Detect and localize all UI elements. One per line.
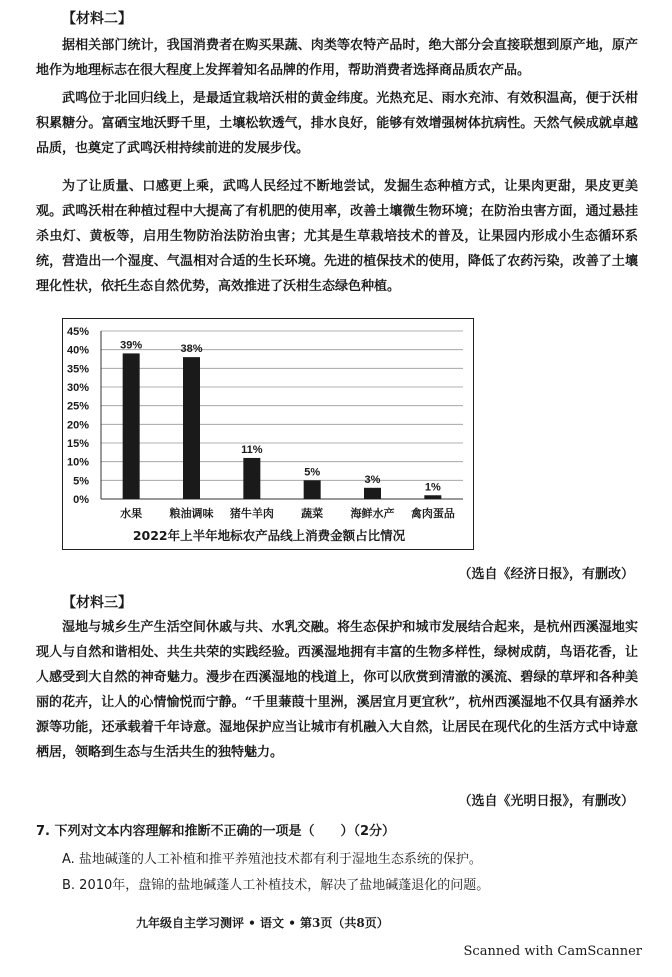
page-footer: 九年级自主学习测评 • 语文 • 第3页（共8页） bbox=[136, 916, 389, 930]
y-tick-label: 45% bbox=[66, 326, 89, 338]
data-label: 38% bbox=[180, 343, 203, 356]
y-tick-label: 25% bbox=[66, 400, 89, 413]
y-tick-label: 40% bbox=[66, 344, 89, 357]
data-label: 11% bbox=[241, 443, 263, 456]
material3-source: （选自《光明日报》，有删改） bbox=[458, 794, 634, 809]
bar-chart bbox=[62, 318, 474, 550]
bar bbox=[123, 353, 140, 499]
y-tick-label: 0% bbox=[73, 494, 89, 506]
scanner-watermark: Scanned with CamScanner bbox=[463, 944, 642, 959]
x-tick-label: 水果 bbox=[120, 507, 143, 520]
y-tick-label: 10% bbox=[66, 456, 89, 469]
bar-chart-svg bbox=[63, 319, 475, 551]
x-tick-label: 猪牛羊肉 bbox=[229, 507, 274, 520]
y-tick-label: 5% bbox=[73, 475, 89, 488]
question-stem: 7. 下列对文本内容理解和推断不正确的一项是（ ）（2分） bbox=[36, 824, 396, 839]
material2-source: （选自《经济日报》，有删改） bbox=[458, 567, 634, 582]
y-tick-label: 35% bbox=[66, 363, 89, 376]
material2-paragraph: 为了让质量、口感更上乘，武鸣人民经过不断地尝试，发掘生态种植方式，让果肉更甜，果皮更美观。武鸣沃柑在种植过程中大提高了有机肥的使用率，改善土壤微生物环境；在防治虫害方面，通过悬挂杀虫灯、黄板等，启用生物防治法防治虫害；尤其是生草栽培技术的普及，让果园内形成小生态循环系统，营造出一个湿度、气温相对合适的生长环境。先进的植保技术的使用，降低了农药污染，改善了土壤理化性状，依托生态自然优势，高效推进了沃柑生态绿色种植。 bbox=[36, 179, 638, 294]
y-tick-label: 30% bbox=[66, 382, 89, 394]
data-label: 5% bbox=[304, 466, 321, 479]
material2-paragraph: 武鸣位于北回归线上，是最适宜栽培沃柑的黄金纬度。光热充足、雨水充沛、有效积温高，便于沃柑积累糖分。富硒宝地沃野千里，土壤松软透气，排水良好，能够有效增强树体抗病性。天然气候成就卓越品质，也奠定了武鸣沃柑持续前进的发展步伐。 bbox=[36, 91, 638, 156]
material2-title: 【材料二】 bbox=[62, 11, 132, 27]
x-tick-label: 海鲜水产 bbox=[350, 507, 395, 520]
data-label: 1% bbox=[424, 481, 441, 494]
y-tick-label: 15% bbox=[66, 438, 89, 450]
y-tick-label: 20% bbox=[66, 419, 89, 432]
bar bbox=[183, 357, 200, 499]
bar bbox=[243, 458, 260, 499]
x-tick-label: 蔬菜 bbox=[301, 507, 324, 520]
material2-paragraph: 据相关部门统计，我国消费者在购买果蔬、肉类等农特产品时，绝大部分会直接联想到原产地，原产地作为地理标志在很大程度上发挥着知名品牌的作用，帮助消费者选择商品质农产品。 bbox=[36, 38, 638, 78]
bar bbox=[304, 480, 321, 499]
material3-title: 【材料三】 bbox=[62, 595, 132, 611]
option-b: B. 2010年，盘锦的盐地碱蓬人工补植技术，解决了盐地碱蓬退化的问题。 bbox=[62, 878, 490, 893]
bar bbox=[424, 495, 441, 499]
data-label: 39% bbox=[120, 339, 143, 352]
bar bbox=[364, 488, 381, 499]
data-label: 3% bbox=[364, 473, 381, 486]
chart-title: 2022年上半年地标农产品线上消费金额占比情况 bbox=[132, 528, 406, 543]
option-a: A. 盐地碱蓬的人工补植和推平养殖池技术都有利于湿地生态系统的保护。 bbox=[62, 852, 482, 867]
material3-paragraph: 湿地与城乡生产生活空间休戚与共、水乳交融。将生态保护和城市发展结合起来，是杭州西溪湿地实现人与自然和谐相处、共生共荣的实践经验。西溪湿地拥有丰富的生物多样性，绿树成荫，鸟语花香，让人感受到大自然的神奇魅力。漫步在西溪湿地的栈道上，你可以欣赏到清澈的溪流、碧绿的草坪和各种美丽的花卉，让人的心情愉悦而宁静。“千里蒹葭十里洲，溪居宜月更宜秋”，杭州西溪湿地不仅具有涵养水源等功能，还承载着千年诗意。湿地保护应当让城市有机融入大自然，让居民在现代化的生活方式中诗意栖居，领略到生态与生活共生的独特魅力。 bbox=[36, 620, 638, 760]
x-tick-label: 禽肉蛋品 bbox=[410, 507, 455, 520]
x-tick-label: 粮油调味 bbox=[169, 507, 214, 520]
